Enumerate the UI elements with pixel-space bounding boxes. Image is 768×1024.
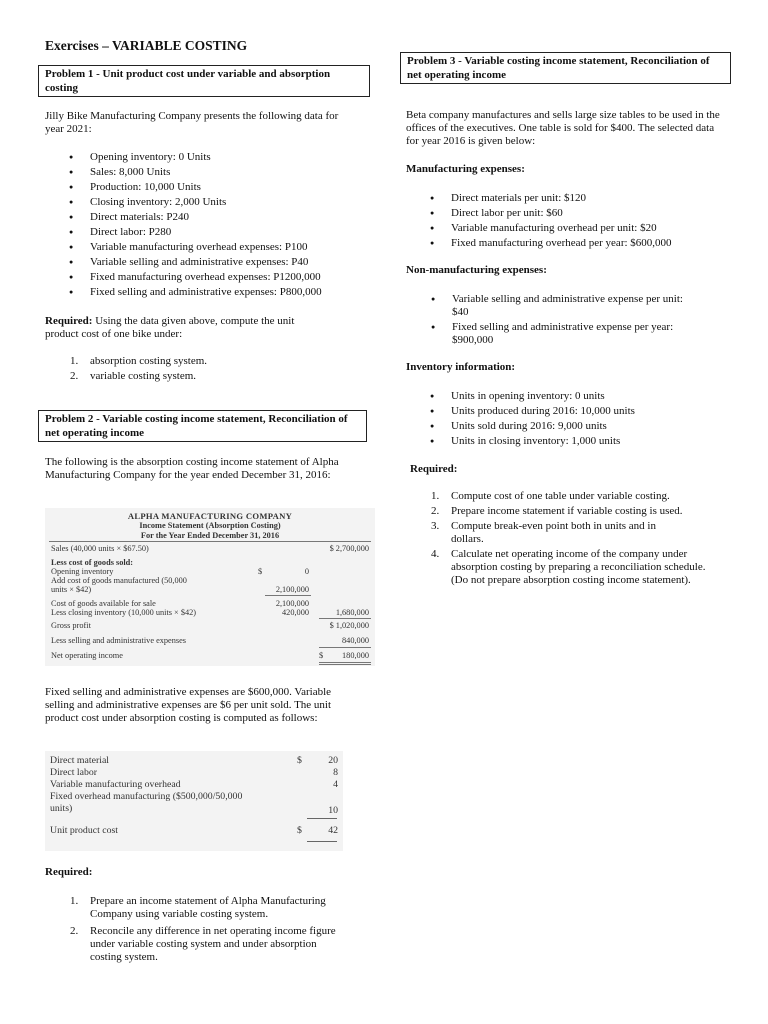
problem1-data-list bbox=[45, 150, 375, 300]
row-value: $ 2,700,000 bbox=[329, 544, 369, 553]
row-label: Less cost of goods sold: bbox=[51, 558, 134, 567]
problem3-intro: Beta company manufactures and sells large size tables to be used in the offices of the executives. One table is sold for $400. The selected data for year 2016 is given below: bbox=[406, 109, 720, 147]
list-item: ● Direct labor per unit: $60 bbox=[406, 206, 731, 221]
row-label: Fixed overhead manufacturing ($500,000/50,000 bbox=[50, 791, 243, 802]
statement-period: For the Year Ended December 31, 2016 bbox=[140, 531, 280, 540]
statement-row-sales bbox=[51, 544, 369, 554]
problem1-task-list bbox=[45, 355, 365, 383]
problem3-task-list bbox=[406, 490, 721, 587]
item-text: Prepare an income statement of Alpha Manufacturing Company using variable costing system. bbox=[90, 895, 326, 920]
non-manufacturing-expenses-label: Non-manufacturing expenses: bbox=[406, 264, 547, 276]
problem2-required-label: Required: bbox=[45, 866, 93, 878]
income-statement bbox=[45, 508, 375, 666]
list-item: ● Variable manufacturing overhead per unit: $20 bbox=[406, 221, 731, 236]
item-text: absorption costing system. bbox=[90, 355, 208, 367]
row-label: Gross profit bbox=[51, 621, 91, 630]
list-item bbox=[45, 895, 345, 921]
row-value: 10 bbox=[328, 805, 338, 816]
row-label: units) bbox=[50, 803, 73, 814]
list-item: ● Opening inventory: 0 Units bbox=[45, 150, 375, 165]
statement-row-add-cogm-2 bbox=[51, 585, 369, 595]
problem2-intro: The following is the absorption costing income statement of Alpha Manufacturing Company for the year ended December 31, 2016: bbox=[45, 456, 339, 481]
row-value: 8 bbox=[333, 767, 338, 778]
row-label: Cost of goods available for sale bbox=[51, 599, 156, 608]
problem1-required bbox=[45, 315, 320, 341]
row-value: 420,000 bbox=[282, 608, 309, 617]
row-label: Variable manufacturing overhead bbox=[50, 779, 181, 790]
statement-row-sa bbox=[51, 636, 369, 646]
list-item: ● Sales: 8,000 Units bbox=[45, 165, 375, 180]
problem1-heading: Problem 1 - Unit product cost under variable and absorption costing bbox=[45, 68, 331, 94]
list-item bbox=[45, 925, 345, 964]
list-item: ● Production: 10,000 Units bbox=[45, 180, 375, 195]
row-label: Direct labor bbox=[50, 767, 98, 778]
dollar-sign: $ bbox=[297, 755, 302, 766]
row-value: 42 bbox=[328, 825, 338, 836]
manufacturing-expenses-list bbox=[406, 191, 731, 251]
list-item bbox=[45, 370, 365, 383]
manufacturing-expenses-label: Manufacturing expenses: bbox=[406, 163, 525, 175]
statement-row-noi bbox=[51, 651, 369, 661]
list-item bbox=[406, 505, 721, 518]
item-number: 2. bbox=[70, 925, 79, 937]
item-text: Reconcile any difference in net operating income figure under variable costing system and under absorption costing system. bbox=[90, 925, 336, 963]
row-label: Direct material bbox=[50, 755, 110, 766]
list-item bbox=[406, 548, 721, 587]
problem3-heading-box bbox=[400, 52, 731, 84]
item-number: 2. bbox=[70, 370, 79, 382]
item-number: 3. bbox=[431, 520, 440, 532]
list-item: ● Units in closing inventory: 1,000 units bbox=[406, 434, 731, 449]
row-value: $ 1,020,000 bbox=[329, 621, 369, 630]
row-value: 840,000 bbox=[342, 636, 369, 645]
row-value: 180,000 bbox=[342, 651, 369, 660]
row-label: Less selling and administrative expenses bbox=[51, 636, 187, 645]
list-item: ● Units in opening inventory: 0 units bbox=[406, 389, 731, 404]
row-label: Net operating income bbox=[51, 651, 123, 660]
problem3-heading: Problem 3 - Variable costing income statement, Reconciliation of net operating income bbox=[407, 55, 710, 81]
row-label: Sales (40,000 units × $67.50) bbox=[51, 544, 149, 553]
inventory-information-label: Inventory information: bbox=[406, 361, 516, 373]
row-label: Add cost of goods manufactured (50,000 bbox=[51, 576, 187, 585]
problem1-heading-box bbox=[38, 65, 370, 97]
required-label: Required: bbox=[45, 315, 93, 327]
item-text: variable costing system. bbox=[90, 370, 197, 382]
statement-row-gross bbox=[51, 621, 369, 631]
unit-cost-table bbox=[45, 751, 343, 851]
list-item: ● Fixed manufacturing overhead per year: $600,000 bbox=[406, 236, 731, 251]
dollar-sign: $ bbox=[297, 825, 302, 836]
list-item bbox=[406, 490, 721, 503]
statement-subtitle: Income Statement (Absorption Costing) bbox=[139, 521, 281, 530]
page-title: Exercises – VARIABLE COSTING bbox=[45, 38, 248, 53]
row-label: Unit product cost bbox=[50, 825, 119, 836]
list-item bbox=[45, 355, 365, 368]
statement-row-closing bbox=[51, 608, 369, 618]
problem2-after-text: Fixed selling and administrative expenses are $600,000. Variable selling and administrative expenses are $6 per unit sold. The unit product cost under absorption costing is computed as follows: bbox=[45, 686, 332, 724]
problem2-heading-box bbox=[38, 410, 367, 442]
list-item: ● Closing inventory: 2,000 Units bbox=[45, 195, 375, 210]
item-number: 4. bbox=[431, 548, 440, 560]
row-value: 2,100,000 bbox=[275, 599, 309, 608]
row-label: Opening inventory bbox=[51, 567, 114, 576]
list-item: ● Units produced during 2016: 10,000 units bbox=[406, 404, 731, 419]
row-label: units × $42) bbox=[51, 585, 92, 594]
list-item: ● Fixed selling and administrative expense per year: $900,000 bbox=[406, 321, 716, 347]
problem2-heading: Problem 2 - Variable costing income statement, Reconciliation of net operating income bbox=[45, 413, 348, 439]
list-item: ● Direct materials: P240 bbox=[45, 210, 375, 225]
item-text: Compute cost of one table under variable costing. bbox=[451, 490, 670, 502]
row-value: 20 bbox=[328, 755, 338, 766]
row-value: 4 bbox=[333, 779, 338, 790]
item-number: 1. bbox=[431, 490, 440, 502]
dollar-sign: $ bbox=[319, 651, 324, 660]
list-item: ● Units sold during 2016: 9,000 units bbox=[406, 419, 731, 434]
problem3-required-label: Required: bbox=[410, 463, 458, 475]
statement-company: ALPHA MANUFACTURING COMPANY bbox=[127, 511, 293, 521]
list-item: ● Direct materials per unit: $120 bbox=[406, 191, 731, 206]
row-value: 2,100,000 bbox=[275, 585, 309, 594]
item-number: 2. bbox=[431, 505, 440, 517]
row-value: 1,680,000 bbox=[335, 608, 369, 617]
problem2-task-list bbox=[45, 895, 345, 964]
item-number: 1. bbox=[70, 895, 79, 907]
list-item: ● Variable selling and administrative expenses: P40 bbox=[45, 255, 375, 270]
row-label: Less closing inventory (10,000 units × $42) bbox=[51, 608, 197, 617]
dollar-sign: $ bbox=[258, 567, 263, 576]
list-item bbox=[406, 520, 721, 546]
list-item: ● Variable manufacturing overhead expenses: P100 bbox=[45, 240, 375, 255]
list-item: ● Variable selling and administrative expense per unit: $40 bbox=[406, 293, 716, 319]
item-text: Compute break-even point both in units and in dollars. bbox=[451, 520, 656, 545]
required-text: Using the data given above, compute the unit product cost of one bike under: bbox=[45, 315, 295, 340]
problem1-intro: Jilly Bike Manufacturing Company presents the following data for year 2021: bbox=[45, 110, 339, 135]
item-number: 1. bbox=[70, 355, 79, 367]
non-manufacturing-expenses-list bbox=[406, 293, 716, 347]
list-item: ● Direct labor: P280 bbox=[45, 225, 375, 240]
inventory-information-list bbox=[406, 389, 731, 449]
list-item: ● Fixed manufacturing overhead expenses: P1200,000 bbox=[45, 270, 375, 285]
item-text: Calculate net operating income of the company under absorption costing by preparing a reconciliation schedule. (Do not prepare absorption costing income statement). bbox=[451, 548, 706, 586]
list-item: ● Fixed selling and administrative expenses: P800,000 bbox=[45, 285, 375, 300]
row-value: 0 bbox=[304, 567, 309, 576]
item-text: Prepare income statement if variable costing is used. bbox=[451, 505, 683, 517]
